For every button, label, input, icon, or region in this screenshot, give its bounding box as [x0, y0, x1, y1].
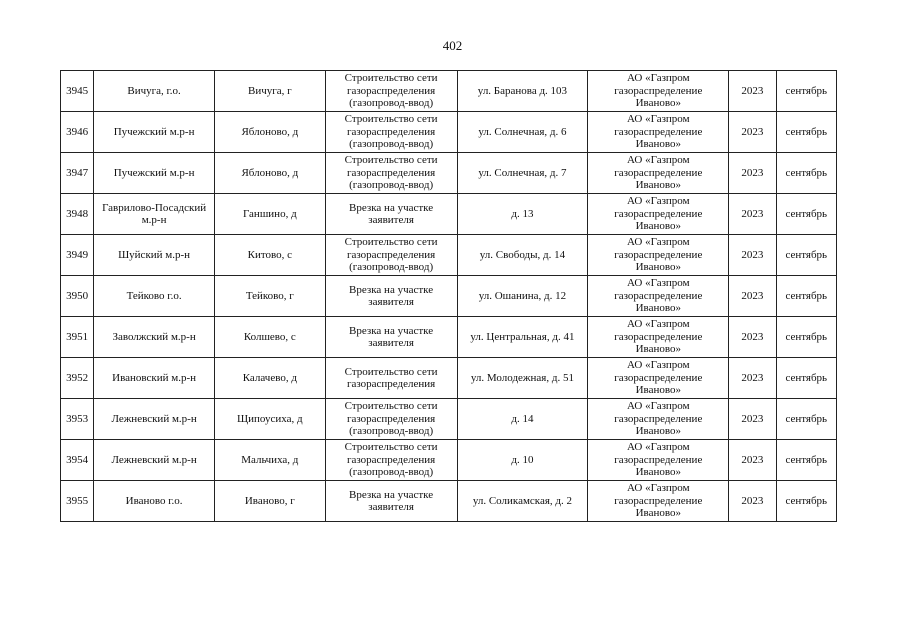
municipality-cell: Иваново г.о. [94, 481, 215, 522]
address-cell: ул. Солнечная, д. 6 [457, 112, 588, 153]
month-cell: сентябрь [776, 112, 836, 153]
work-type-cell: Строительство сети газораспределения (газопровод-ввод) [325, 440, 457, 481]
row-number-cell: 3953 [61, 399, 94, 440]
locality-cell: Китово, с [214, 235, 325, 276]
gasification-schedule-table [60, 70, 837, 522]
work-type-cell: Строительство сети газораспределения (газопровод-ввод) [325, 153, 457, 194]
work-type-cell: Врезка на участке заявителя [325, 317, 457, 358]
organization-cell: АО «Газпром газораспределение Иваново» [588, 317, 729, 358]
row-number-cell: 3952 [61, 358, 94, 399]
month-cell: сентябрь [776, 276, 836, 317]
municipality-cell: Пучежский м.р-н [94, 153, 215, 194]
address-cell: д. 14 [457, 399, 588, 440]
municipality-cell: Пучежский м.р-н [94, 112, 215, 153]
municipality-cell: Лежневский м.р-н [94, 399, 215, 440]
address-cell: д. 13 [457, 194, 588, 235]
municipality-cell: Тейково г.о. [94, 276, 215, 317]
work-type-cell: Строительство сети газораспределения (газопровод-ввод) [325, 71, 457, 112]
work-type-cell: Врезка на участке заявителя [325, 276, 457, 317]
month-cell: сентябрь [776, 153, 836, 194]
row-number-cell: 3947 [61, 153, 94, 194]
month-cell: сентябрь [776, 399, 836, 440]
locality-cell: Калачево, д [214, 358, 325, 399]
table-row [61, 153, 837, 194]
organization-cell: АО «Газпром газораспределение Иваново» [588, 481, 729, 522]
organization-cell: АО «Газпром газораспределение Иваново» [588, 112, 729, 153]
work-type-cell: Строительство сети газораспределения (газопровод-ввод) [325, 399, 457, 440]
locality-cell: Яблоново, д [214, 112, 325, 153]
row-number-cell: 3949 [61, 235, 94, 276]
year-cell: 2023 [729, 235, 776, 276]
work-type-cell: Строительство сети газораспределения [325, 358, 457, 399]
address-cell: ул. Ошанина, д. 12 [457, 276, 588, 317]
year-cell: 2023 [729, 440, 776, 481]
row-number-cell: 3945 [61, 71, 94, 112]
row-number-cell: 3951 [61, 317, 94, 358]
work-type-cell: Строительство сети газораспределения (газопровод-ввод) [325, 235, 457, 276]
month-cell: сентябрь [776, 358, 836, 399]
year-cell: 2023 [729, 194, 776, 235]
municipality-cell: Вичуга, г.о. [94, 71, 215, 112]
work-type-cell: Врезка на участке заявителя [325, 194, 457, 235]
address-cell: ул. Свободы, д. 14 [457, 235, 588, 276]
page-number: 402 [442, 38, 463, 53]
work-type-cell: Строительство сети газораспределения (газопровод-ввод) [325, 112, 457, 153]
row-number-cell: 3950 [61, 276, 94, 317]
locality-cell: Щипоусиха, д [214, 399, 325, 440]
address-cell: ул. Баранова д. 103 [457, 71, 588, 112]
locality-cell: Колшево, с [214, 317, 325, 358]
row-number-cell: 3954 [61, 440, 94, 481]
month-cell: сентябрь [776, 317, 836, 358]
year-cell: 2023 [729, 153, 776, 194]
municipality-cell: Гаврилово-Посадский м.р-н [94, 194, 215, 235]
municipality-cell: Заволжский м.р-н [94, 317, 215, 358]
table-row [61, 481, 837, 522]
month-cell: сентябрь [776, 194, 836, 235]
month-cell: сентябрь [776, 481, 836, 522]
work-type-cell: Врезка на участке заявителя [325, 481, 457, 522]
month-cell: сентябрь [776, 71, 836, 112]
organization-cell: АО «Газпром газораспределение Иваново» [588, 71, 729, 112]
year-cell: 2023 [729, 112, 776, 153]
locality-cell: Ганшино, д [214, 194, 325, 235]
table-row [61, 317, 837, 358]
month-cell: сентябрь [776, 235, 836, 276]
organization-cell: АО «Газпром газораспределение Иваново» [588, 440, 729, 481]
organization-cell: АО «Газпром газораспределение Иваново» [588, 194, 729, 235]
row-number-cell: 3955 [61, 481, 94, 522]
locality-cell: Вичуга, г [214, 71, 325, 112]
year-cell: 2023 [729, 276, 776, 317]
municipality-cell: Ивановский м.р-н [94, 358, 215, 399]
address-cell: ул. Солнечная, д. 7 [457, 153, 588, 194]
municipality-cell: Шуйский м.р-н [94, 235, 215, 276]
organization-cell: АО «Газпром газораспределение Иваново» [588, 153, 729, 194]
year-cell: 2023 [729, 317, 776, 358]
table-row [61, 71, 837, 112]
year-cell: 2023 [729, 481, 776, 522]
organization-cell: АО «Газпром газораспределение Иваново» [588, 276, 729, 317]
locality-cell: Тейково, г [214, 276, 325, 317]
table-row [61, 235, 837, 276]
table-row [61, 440, 837, 481]
year-cell: 2023 [729, 399, 776, 440]
table-row [61, 399, 837, 440]
table-row [61, 276, 837, 317]
locality-cell: Иваново, г [214, 481, 325, 522]
address-cell: ул. Соликамская, д. 2 [457, 481, 588, 522]
organization-cell: АО «Газпром газораспределение Иваново» [588, 399, 729, 440]
year-cell: 2023 [729, 71, 776, 112]
month-cell: сентябрь [776, 440, 836, 481]
table-row [61, 194, 837, 235]
address-cell: ул. Молодежная, д. 51 [457, 358, 588, 399]
locality-cell: Мальчиха, д [214, 440, 325, 481]
locality-cell: Яблоново, д [214, 153, 325, 194]
municipality-cell: Лежневский м.р-н [94, 440, 215, 481]
year-cell: 2023 [729, 358, 776, 399]
organization-cell: АО «Газпром газораспределение Иваново» [588, 358, 729, 399]
table-row [61, 112, 837, 153]
address-cell: ул. Центральная, д. 41 [457, 317, 588, 358]
row-number-cell: 3948 [61, 194, 94, 235]
table-row [61, 358, 837, 399]
row-number-cell: 3946 [61, 112, 94, 153]
organization-cell: АО «Газпром газораспределение Иваново» [588, 235, 729, 276]
address-cell: д. 10 [457, 440, 588, 481]
